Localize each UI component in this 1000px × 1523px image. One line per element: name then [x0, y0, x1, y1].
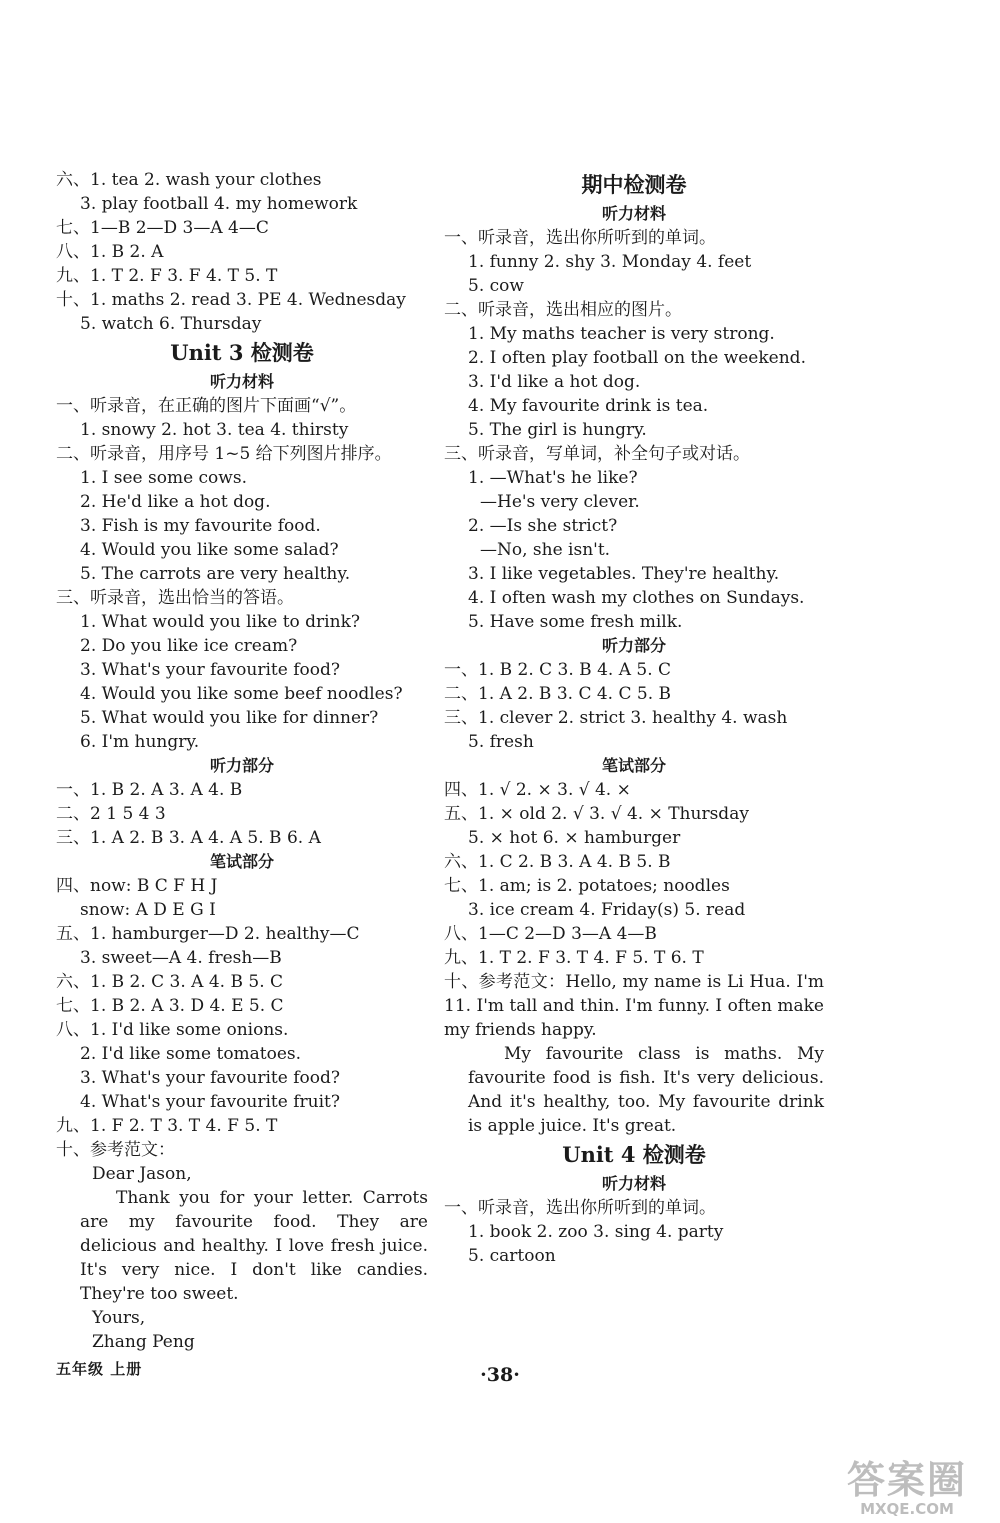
- right-line: 3. I like vegetables. They're healthy.: [468, 564, 780, 584]
- unit4-line: 1. book 2. zoo 3. sing 4. party: [468, 1222, 724, 1242]
- left-line: 4. Would you like some salad?: [80, 540, 339, 560]
- right-line: 3. I'd like a hot dog.: [468, 372, 641, 392]
- left-line: 2. I'd like some tomatoes.: [80, 1044, 302, 1064]
- right-line: 一、1. B 2. C 3. B 4. A 5. C: [444, 660, 672, 680]
- left-line: 5. watch 6. Thursday: [80, 314, 262, 334]
- left-line: 4. Would you like some beef noodles?: [80, 684, 403, 704]
- left-line: 五、1. hamburger—D 2. healthy—C: [56, 924, 360, 944]
- right-line: 3. ice cream 4. Friday(s) 5. read: [468, 900, 746, 920]
- right-line: 4. My favourite drink is tea.: [468, 396, 709, 416]
- right-answer-lines: [444, 168, 824, 970]
- right-line: 七、1. am; is 2. potatoes; noodles: [444, 876, 730, 896]
- right-line: 听力材料: [601, 204, 666, 223]
- left-line: Unit 3 检测卷: [170, 340, 314, 365]
- left-line: 2. He'd like a hot dog.: [80, 492, 271, 512]
- left-line: 3. sweet—A 4. fresh—B: [80, 948, 282, 968]
- watermark-glyphs: 答案圈: [846, 1458, 967, 1502]
- right-line: 八、1—C 2—D 3—A 4—B: [444, 924, 657, 944]
- letter-closing: [56, 1306, 428, 1354]
- left-line: 2. Do you like ice cream?: [80, 636, 298, 656]
- right-line: 五、1. × old 2. √ 3. √ 4. × Thursday: [444, 804, 749, 824]
- right-line: 四、1. √ 2. × 3. √ 4. ×: [444, 780, 631, 800]
- right-line: —No, she isn't.: [480, 540, 611, 560]
- left-line: snow: A D E G I: [80, 900, 216, 920]
- left-line: 4. What's your favourite fruit?: [80, 1092, 340, 1112]
- left-line: 3. play football 4. my homework: [80, 194, 358, 214]
- unit4-line: 一、听录音，选出你所听到的单词。: [444, 1198, 716, 1218]
- grade-label: 五年级 上册: [56, 1360, 143, 1378]
- right-line: 期中检测卷: [581, 172, 687, 197]
- left-line: 3. What's your favourite food?: [80, 660, 340, 680]
- left-line: 六、1. B 2. C 3. A 4. B 5. C: [56, 972, 284, 992]
- right-line: 1. My maths teacher is very strong.: [468, 324, 775, 344]
- right-line: 三、听录音，写单词，补全句子或对话。: [444, 444, 750, 464]
- left-line: 6. I'm hungry.: [80, 732, 200, 752]
- left-line: 听力部分: [209, 756, 274, 775]
- left-line: 3. What's your favourite food?: [80, 1068, 340, 1088]
- right-line: 2. I often play football on the weekend.: [468, 348, 806, 368]
- left-line: 一、1. B 2. A 3. A 4. B: [56, 780, 243, 800]
- essay-paragraph-2: My favourite class is maths. My favourite food is fish. It's very delicious. And it's healthy, too. My favourite drink is apple juice. It's great.: [468, 1044, 824, 1136]
- watermark-url: MXQE.COM: [860, 1500, 954, 1518]
- left-line: 三、1. A 2. B 3. A 4. A 5. B 6. A: [56, 828, 321, 848]
- left-line: 三、听录音，选出恰当的答语。: [56, 588, 294, 608]
- right-line: 5. × hot 6. × hamburger: [468, 828, 681, 848]
- left-line: 1. I see some cows.: [80, 468, 247, 488]
- right-line: 九、1. T 2. F 3. T 4. F 5. T 6. T: [444, 948, 704, 968]
- unit4-line: Unit 4 检测卷: [562, 1142, 706, 1167]
- left-line: 七、1—B 2—D 3—A 4—C: [56, 218, 269, 238]
- right-line: 笔试部分: [601, 756, 666, 775]
- letter-body: Thank you for your letter. Carrots are my favourite food. They are delicious and healthy. I love fresh juice. It's very nice. I don't like candies. They're too sweet.: [80, 1188, 428, 1304]
- watermark-logo: [822, 1460, 992, 1518]
- right-line: 5. fresh: [468, 732, 534, 752]
- right-line: 三、1. clever 2. strict 3. healthy 4. wash: [444, 708, 788, 728]
- left-line: 一、听录音，在正确的图片下面画“√”。: [56, 396, 357, 416]
- left-line: 十、参考范文：: [56, 1140, 175, 1160]
- left-line: 六、1. tea 2. wash your clothes: [56, 170, 322, 190]
- right-line: 1. —What's he like?: [468, 468, 638, 488]
- right-line: 5. Have some fresh milk.: [468, 612, 683, 632]
- right-line: 二、听录音，选出相应的图片。: [444, 300, 682, 320]
- left-line: 七、1. B 2. A 3. D 4. E 5. C: [56, 996, 284, 1016]
- right-line: 5. The girl is hungry.: [468, 420, 647, 440]
- essay-paragraph-1: 十、参考范文：Hello, my name is Li Hua. I'm 11. I'm tall and thin. I'm funny. I often make my friends happy.: [444, 972, 824, 1040]
- right-line: 5. cow: [468, 276, 524, 296]
- right-line: 一、听录音，选出你所听到的单词。: [444, 228, 716, 248]
- right-line: 听力部分: [601, 636, 666, 655]
- closing-line: Yours,: [92, 1308, 146, 1328]
- right-line: —He's very clever.: [480, 492, 640, 512]
- unit4-section: [444, 1138, 824, 1268]
- right-line: 二、1. A 2. B 3. C 4. C 5. B: [444, 684, 672, 704]
- right-line: 1. funny 2. shy 3. Monday 4. feet: [468, 252, 752, 272]
- left-line: 十、1. maths 2. read 3. PE 4. Wednesday: [56, 290, 406, 310]
- left-line: 二、听录音，用序号 1~5 给下列图片排序。: [56, 444, 392, 464]
- unit4-line: 5. cartoon: [468, 1246, 556, 1266]
- left-line: 四、now: B C F H J: [56, 876, 218, 896]
- left-line: 八、1. B 2. A: [56, 242, 164, 262]
- left-line: 笔试部分: [209, 852, 274, 871]
- left-line: 九、1. F 2. T 3. T 4. F 5. T: [56, 1116, 278, 1136]
- left-line: Dear Jason,: [92, 1164, 192, 1184]
- left-line: 3. Fish is my favourite food.: [80, 516, 321, 536]
- left-answer-lines: [56, 168, 428, 1186]
- unit4-line: 听力材料: [601, 1174, 666, 1193]
- right-column: [444, 168, 824, 1268]
- right-line: 2. —Is she strict?: [468, 516, 618, 536]
- left-line: 5. The carrots are very healthy.: [80, 564, 351, 584]
- page-number: ·38·: [480, 1364, 520, 1386]
- left-line: 二、2 1 5 4 3: [56, 804, 166, 824]
- left-line: 1. snowy 2. hot 3. tea 4. thirsty: [80, 420, 349, 440]
- left-line: 5. What would you like for dinner?: [80, 708, 379, 728]
- left-line: 听力材料: [209, 372, 274, 391]
- right-line: 六、1. C 2. B 3. A 4. B 5. B: [444, 852, 671, 872]
- left-line: 1. What would you like to drink?: [80, 612, 360, 632]
- left-column: [56, 168, 428, 1354]
- left-line: 九、1. T 2. F 3. F 4. T 5. T: [56, 266, 278, 286]
- closing-line: Zhang Peng: [92, 1332, 195, 1352]
- right-line: 4. I often wash my clothes on Sundays.: [468, 588, 805, 608]
- left-line: 八、1. I'd like some onions.: [56, 1020, 289, 1040]
